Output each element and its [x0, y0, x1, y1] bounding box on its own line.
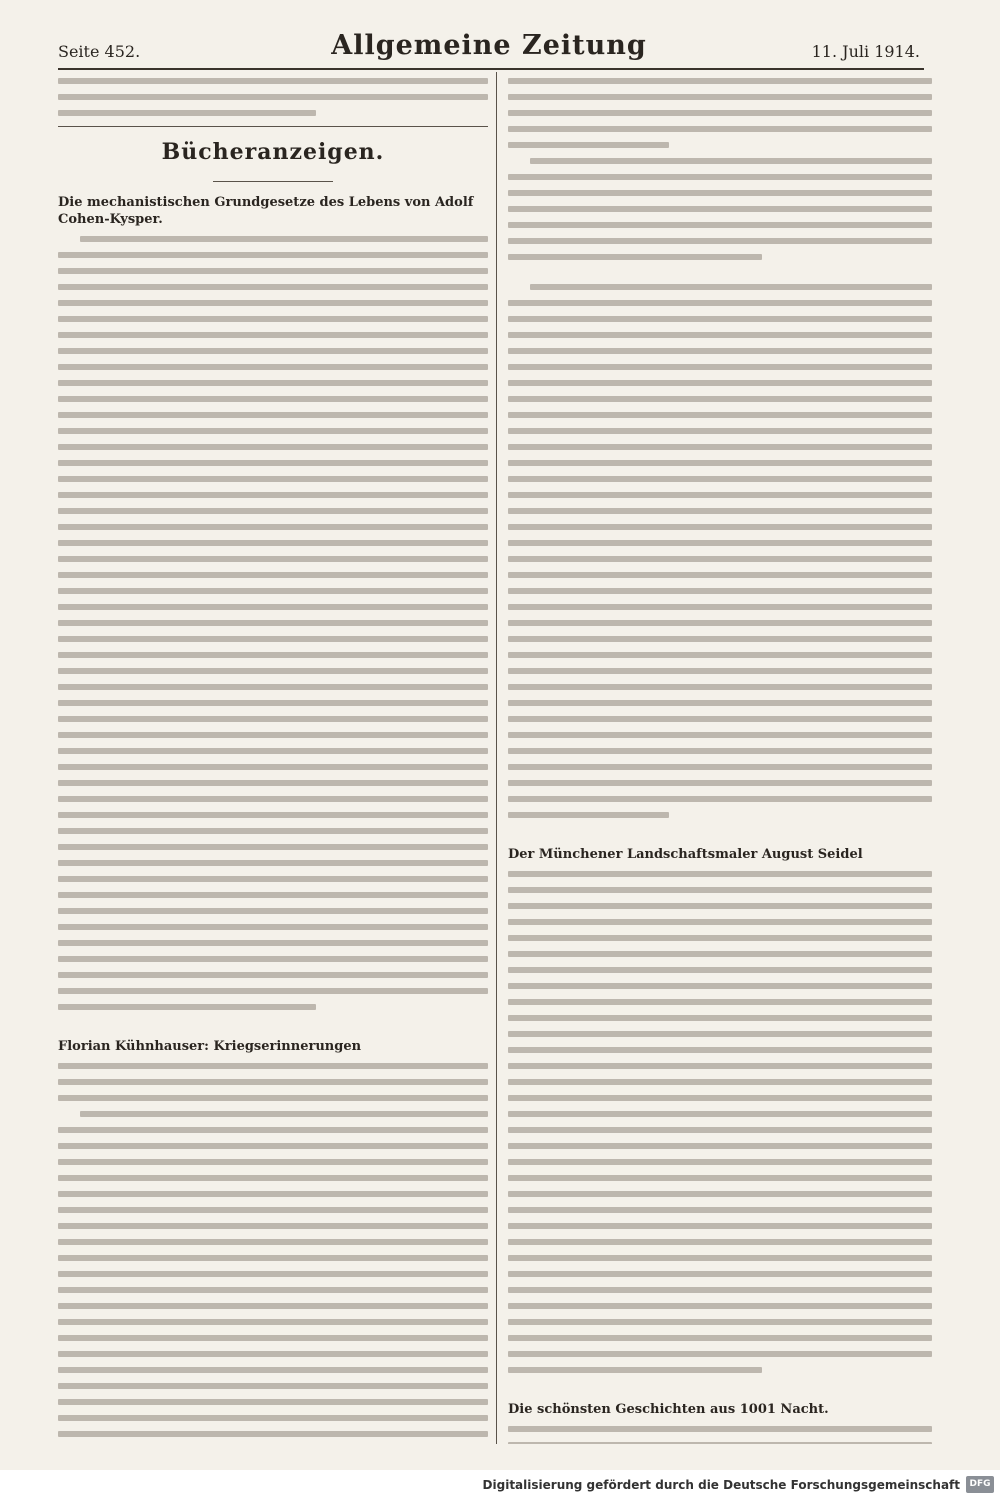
dfg-logo-icon: DFG [966, 1476, 994, 1493]
funding-notice: Digitalisierung gefördert durch die Deutsche Forschungsgemeinschaft [482, 1478, 960, 1492]
entry-body [58, 1063, 488, 1444]
text-line [58, 110, 316, 116]
text-line [58, 78, 488, 84]
entry-body [58, 236, 488, 1010]
section-title: Bücheranzeigen. [58, 126, 488, 165]
entry-body [508, 871, 932, 1373]
text-line [58, 94, 488, 100]
entry-heading: Die mechanistischen Grundgesetze des Lebens von Adolf Cohen-Kysper. [58, 195, 474, 227]
left-column [58, 78, 488, 1444]
entry-heading: Der Münchener Landschaftsmaler August Seidel [508, 847, 863, 862]
issue-date: 11. Juli 1914. [811, 42, 920, 61]
newspaper-title: Allgemeine Zeitung [331, 30, 647, 61]
entry-heading: Die schönsten Geschichten aus 1001 Nacht. [508, 1402, 829, 1417]
entry-body [508, 78, 932, 818]
section-rule [213, 181, 333, 182]
entry-body [508, 1426, 932, 1444]
page-header [58, 30, 920, 70]
page-footer [0, 1470, 1000, 1499]
entry-heading: Florian Kühnhauser: Kriegserinnerungen [58, 1039, 362, 1054]
column-divider [496, 72, 497, 1444]
header-rule [58, 68, 924, 70]
page-number: Seite 452. [58, 42, 141, 61]
right-column [508, 78, 932, 1444]
